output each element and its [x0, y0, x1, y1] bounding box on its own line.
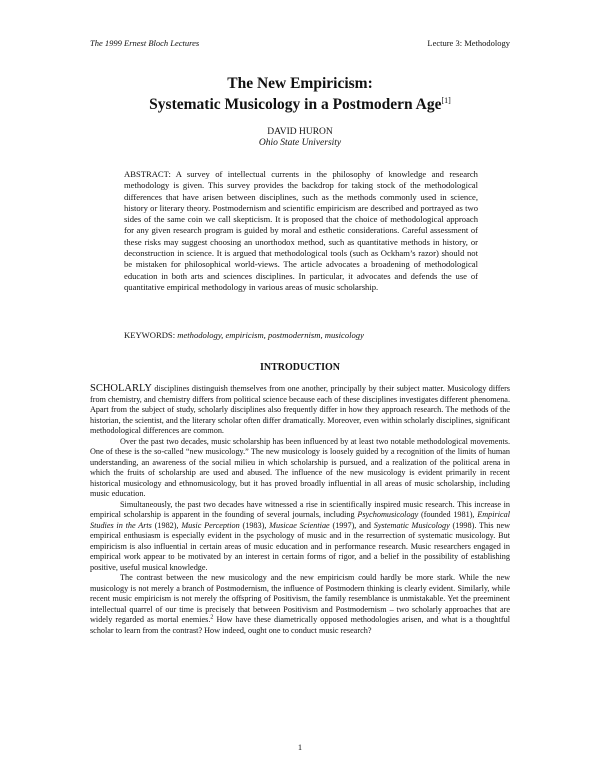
section-heading-introduction: INTRODUCTION — [259, 362, 340, 373]
keywords-label: KEYWORDS: — [124, 330, 176, 340]
paragraph-3 — [90, 500, 510, 574]
journal-empirical-studies: Empirical Studies in the Arts — [90, 510, 510, 530]
paragraph-4-text-b: How have these diametrically opposed methodologies arisen, and what is a thoughtful scholar to learn from the contrast? How indeed, ought one to conduct music research? — [90, 615, 510, 635]
paragraph-4 — [90, 573, 510, 636]
paragraph-1-text: disciplines distinguish themselves from one another, principally by their subject matter. Musicology differs from chemistry, and chemistry differs from political science because each of these disciplines investigates different phenomena. Apart from the subject of study, scholarly disciplines also frequently differ in how they approach research. The methods of the historian, the scientist, and the literary scholar often differ dramatically. Moreover, even within scholarly disciplines, significant methodological differences are common. — [90, 384, 510, 435]
paragraph-3-text-d: (1983), — [239, 520, 270, 530]
paragraph-3-text-b: (founded 1981), — [418, 510, 478, 519]
title-line-2 — [0, 92, 600, 113]
paragraph-3-text-a: Simultaneously, the past two decades have witnessed a rise in scientifically inspired music research. This increase in empirical scholarship is apparent in the founding of several journals, including — [90, 499, 510, 519]
paragraph-1 — [90, 384, 510, 437]
author-block — [0, 127, 600, 149]
paragraph-3-text-f: (1998). This new empirical enthusiasm is especially evident in the psychology of music and in the resurrection of systematic musicology. But empiricism is also influential in certain areas of music education and in performance research. Music researchers engaged in empirical work appear to be motivated by an interest in certain forms of rigor, and a belief in the possibility of establishing positive, useful musical knowledge. — [90, 520, 510, 572]
paragraph-2: Over the past two decades, music scholarship has been influenced by at least two notable methodological movements. One of these is the so-called “new musicology.” The new musicology is loosely guided by a recognition of the limits of human understanding, an awareness of the social milieu in which scholarship is pursued, and a realization of the political arena in which the fruits of scholarship are used and abused. The influence of the new musicology is evident primarily in recent historical musicology and ethnomusicology, but it has proved broadly influential in all areas of music scholarship, including music education. — [90, 436, 510, 498]
title-line-2-text: Systematic Musicology in a Postmodern Age — [149, 96, 442, 114]
abstract — [124, 169, 478, 293]
journal-psychomusicology: Psychomusicology — [357, 510, 419, 519]
journal-music-perception: Music Perception — [181, 520, 240, 530]
body-text — [90, 384, 510, 636]
keywords-list: methodology, empiricism, postmodernism, musicology — [177, 330, 364, 340]
page-number: 1 — [297, 742, 303, 752]
running-header-left: The 1999 Ernest Bloch Lectures — [90, 38, 200, 48]
paragraph-3-text-c: (1982), — [151, 520, 182, 530]
author-affiliation: Ohio State University — [258, 138, 342, 148]
keywords — [124, 330, 478, 341]
paragraph-3-text-e: (1997), and — [329, 520, 374, 530]
abstract-text: A survey of intellectual currents in the philosophy of knowledge and research methodology is given. This survey provides the backdrop for taking stock of the methodological differences that have arisen between disciplines, such as the methods commonly used in science, history or literary theory. Postmodernism and scientific empiricism are described and portrayed as two sides of the same coin we call skepticism. It is proposed that the choice of methodological approach for any given research program is guided by moral and esthetic considerations. Careful assessment of these risks may suggest choosing an unorthodox method, such as quantitative methods in history, or deconstruction in science. It is argued that methodological tools (such as Ockham’s razor) should not be mistaken for philosophical world-views. The article advocates a broadening of methodological education in both arts and sciences disciplines. In particular, it advocates and defends the use of quantitative empirical methodology in various areas of music scholarship. — [124, 169, 478, 292]
journal-systematic-musicology: Systematic Musicology — [373, 520, 450, 530]
paragraph-1-lead-word: SCHOLARLY — [90, 383, 152, 394]
paper-title — [0, 75, 600, 113]
title-line-1: The New Empiricism: — [227, 75, 373, 92]
abstract-label: ABSTRACT: — [124, 169, 171, 179]
running-header — [90, 38, 510, 48]
footnote-ref-2[interactable]: 2 — [210, 614, 214, 621]
title-footnote-link[interactable]: [1] — [441, 96, 451, 105]
paragraph-4-text-a: The contrast between the new musicology and the new empiricism could hardly be more stark. While the new musicology is not merely a branch of Postmodernism, the influence of Postmodern thinking is clearly evident. Similarly, while recent music empiricism is not merely the offspring of Positivism, the family resemblance is unmistakable. Yet the preeminent intellectual quarrel of our time is precisely that between Positivism and Postmodernism – two scholarly approaches that are widely regarded as mortal enemies. — [90, 573, 510, 624]
journal-musicae-scientiae: Musicae Scientiae — [269, 520, 330, 530]
author-name: DAVID HURON — [267, 127, 333, 137]
running-header-right: Lecture 3: Methodology — [427, 38, 510, 48]
